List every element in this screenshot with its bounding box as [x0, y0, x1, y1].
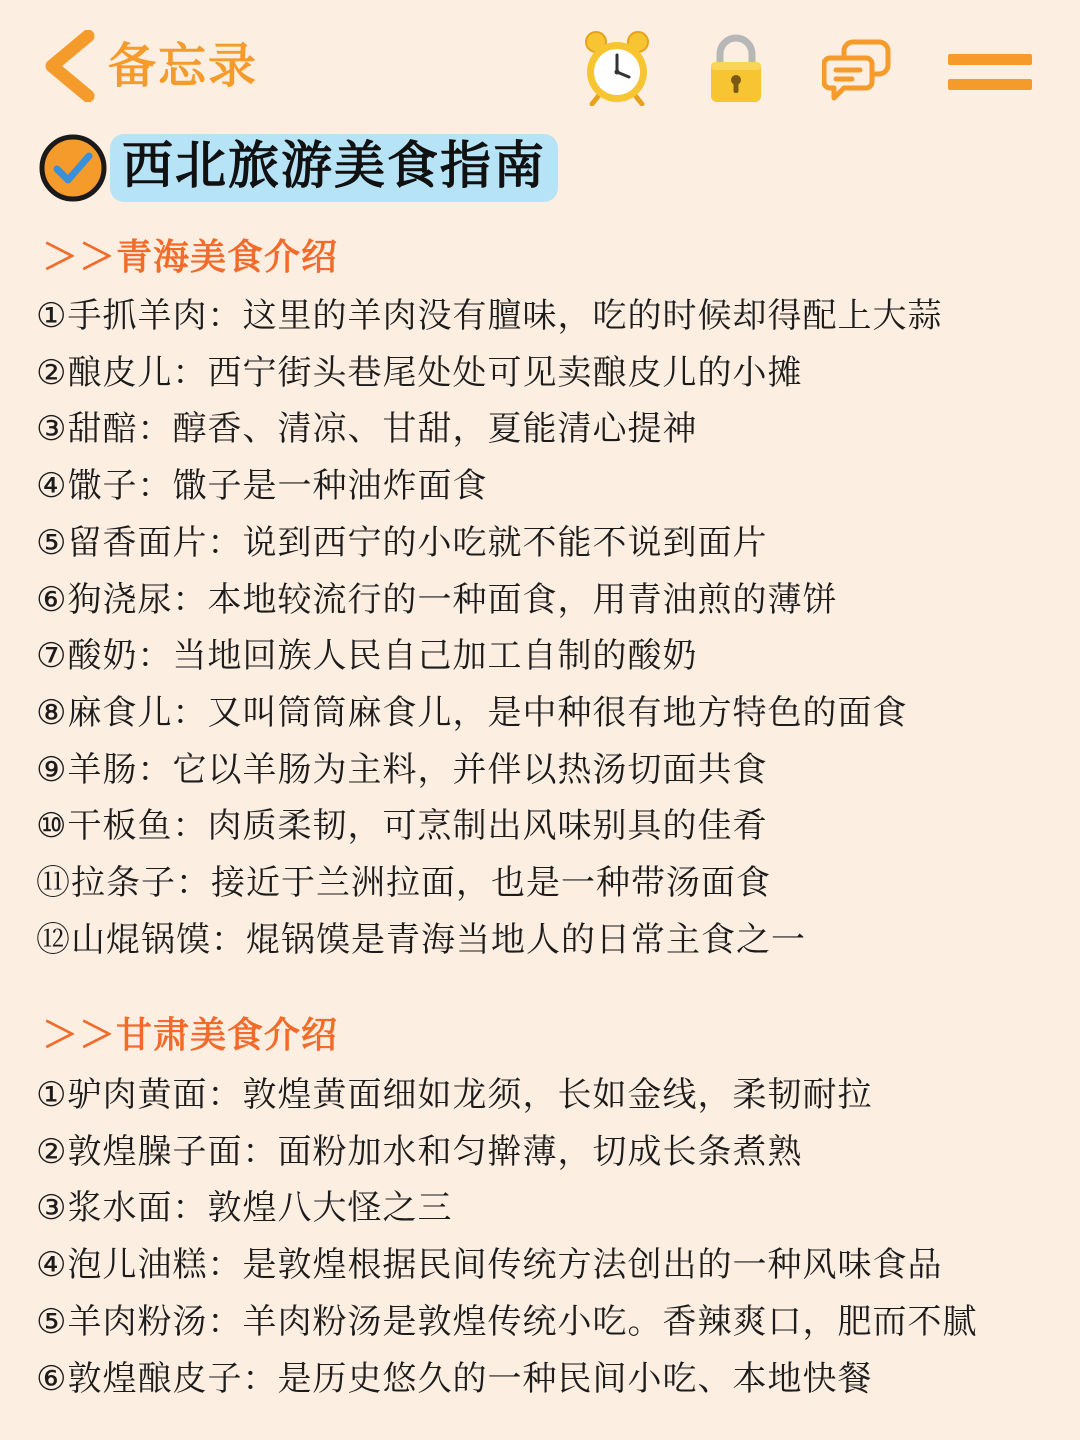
- menu-icon[interactable]: [948, 52, 1032, 98]
- list-item: ⑦酸奶：当地回族人民自己加工自制的酸奶: [36, 636, 698, 677]
- lock-icon[interactable]: [706, 34, 766, 108]
- list-item: ②酿皮儿：西宁街头巷尾处处可见卖酿皮儿的小摊: [36, 352, 803, 393]
- list-item: ⑫山焜锅馍：焜锅馍是青海当地人的日常主食之一: [36, 919, 806, 960]
- back-label: 备忘录: [108, 38, 259, 94]
- list-item: ⑪拉条子：接近于兰洲拉面，也是一种带汤面食: [36, 863, 771, 904]
- title-row: [38, 133, 558, 203]
- list-item: ①手抓羊肉：这里的羊肉没有膻味，吃的时候却得配上大蒜: [36, 296, 943, 336]
- gansu-food-list: [36, 1067, 977, 1407]
- page-title: 西北旅游美食指南: [110, 134, 558, 202]
- list-item: ⑩干板鱼：肉质柔韧，可烹制出风味别具的佳肴: [36, 806, 768, 847]
- chevron-left-icon: [38, 30, 98, 102]
- list-item: ③甜醅：醇香、清凉、甘甜，夏能清心提神: [36, 409, 698, 450]
- list-item: ⑥狗浇尿：本地较流行的一种面食，用青油煎的薄饼: [36, 579, 838, 620]
- section-heading-qinghai: ＞＞青海美食介绍: [42, 237, 339, 278]
- list-item: ④泡儿油糕：是敦煌根据民间传统方法创出的一种风味食品: [36, 1245, 943, 1286]
- list-item: ⑤留香面片：说到西宁的小吃就不能不说到面片: [36, 522, 768, 563]
- chat-icon[interactable]: [822, 38, 892, 106]
- list-item: ④馓子：馓子是一种油炸面食: [36, 466, 488, 507]
- list-item: ⑧麻食儿：又叫筒筒麻食儿，是中种很有地方特色的面食: [36, 692, 908, 733]
- qinghai-food-list: [36, 288, 942, 968]
- back-button[interactable]: [38, 30, 258, 102]
- alarm-clock-icon[interactable]: [582, 30, 652, 110]
- checkmark-circle-icon: [38, 133, 108, 203]
- section-heading-gansu: ＞＞甘肃美食介绍: [42, 1015, 339, 1056]
- list-item: ②敦煌臊子面：面粉加水和匀擀薄，切成长条煮熟: [36, 1131, 803, 1172]
- top-bar: [0, 0, 1080, 130]
- list-item: ⑥敦煌酿皮子：是历史悠久的一种民间小吃、本地快餐: [36, 1358, 873, 1399]
- list-item: ③浆水面：敦煌八大怪之三: [36, 1188, 453, 1229]
- list-item: ⑨羊肠：它以羊肠为主料，并伴以热汤切面共食: [36, 749, 768, 790]
- list-item: ⑤羊肉粉汤：羊肉粉汤是敦煌传统小吃。香辣爽口，肥而不腻: [36, 1301, 978, 1342]
- list-item: ①驴肉黄面：敦煌黄面细如龙须，长如金线，柔韧耐拉: [36, 1075, 873, 1115]
